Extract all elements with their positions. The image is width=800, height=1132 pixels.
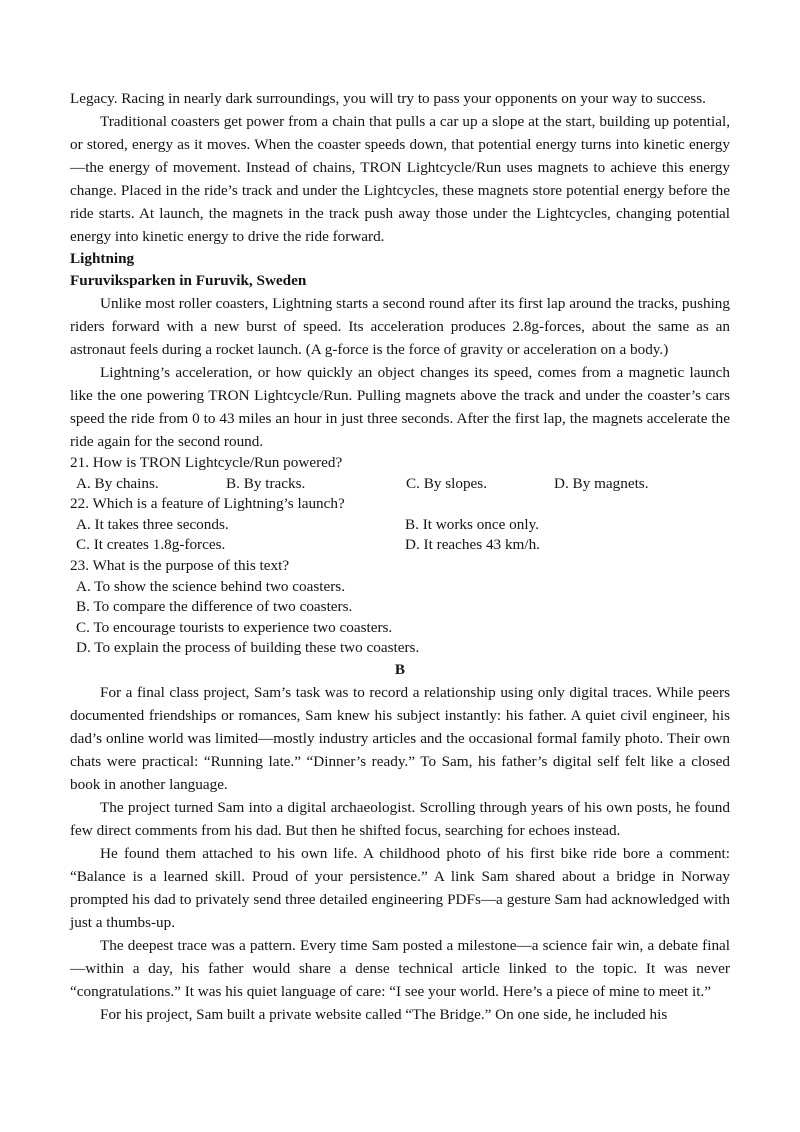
option-b[interactable]: B. It works once only.	[405, 515, 539, 533]
passage-paragraph: The deepest trace was a pattern. Every time Sam posted a milestone—a science fair win, a debate final—within a day, his father would share a dense technical article linked to the topic. It was never “congratulations.” It was his quiet language of care: “I see your world. Here’s a piece of mine to meet it.”	[70, 936, 730, 1000]
passage-paragraph: Unlike most roller coasters, Lightning starts a second round after its first lap around the tracks, pushing riders forward with a new burst of speed. Its acceleration produces 2.8g-forces, about the same as an astronaut feels during a rocket launch. (A g-force is the force of gravity or acceleration on a body.)	[70, 295, 730, 358]
coaster-title: Lightning	[70, 250, 135, 267]
question-22-options	[70, 515, 730, 536]
option-d[interactable]: D. It reaches 43 km/h.	[405, 536, 540, 554]
option-d[interactable]: D. To explain the process of building these two coasters.	[76, 639, 420, 657]
option-c[interactable]: C. It creates 1.8g-forces.	[76, 536, 226, 554]
question-23-stem: 23. What is the purpose of this text?	[70, 556, 290, 574]
passage-paragraph: Legacy. Racing in nearly dark surroundings, you will try to pass your opponents on your way to success.	[70, 90, 706, 107]
option-c[interactable]: C. By slopes.	[406, 474, 488, 492]
option-b[interactable]: B. To compare the difference of two coasters.	[76, 598, 353, 616]
passage-paragraph: For his project, Sam built a private website called “The Bridge.” On one side, he included his	[100, 1005, 668, 1023]
option-a[interactable]: A. By chains.	[76, 474, 159, 492]
question-22-stem: 22. Which is a feature of Lightning’s launch?	[70, 495, 345, 513]
option-b[interactable]: B. By tracks.	[226, 474, 306, 492]
question-21-stem: 21. How is TRON Lightcycle/Run powered?	[70, 454, 343, 471]
coaster-location: Furuviksparken in Furuvik, Sweden	[70, 272, 307, 289]
passage-paragraph: For a final class project, Sam’s task was to record a relationship using only digital traces. While peers documented friendships or romances, Sam knew his subject instantly: his father. A quiet civil engineer, his dad’s online world was limited—mostly industry articles and the occasional formal family photo. Their own chats were practical: “Running late.” “Dinner’s ready.” To Sam, his father’s digital self felt like a closed book in another language.	[70, 683, 730, 793]
section-b-label: B	[394, 660, 406, 678]
option-c[interactable]: C. To encourage tourists to experience two coasters.	[76, 618, 393, 636]
option-a[interactable]: A. To show the science behind two coasters.	[76, 577, 346, 595]
passage-paragraph: Lightning’s acceleration, or how quickly an object changes its speed, comes from a magnetic launch like the one powering TRON Lightcycle/Run. Pulling magnets above the track and under the coaster’s cars speed the ride from 0 to 43 miles an hour in just three seconds. After the first lap, the magnets accelerate the ride again for the second round.	[70, 364, 730, 450]
question-21-options	[70, 474, 730, 495]
passage-paragraph: He found them attached to his own life. A childhood photo of his first bike ride bore a comment: “Balance is a learned skill. Proud of your persistence.” A link Sam shared about a bridge in Norway prompted his dad to privately send three detailed engineering PDFs—a gesture Sam had acknowledged with just a thumbs-up.	[70, 844, 730, 931]
passage-paragraph: Traditional coasters get power from a chain that pulls a car up a slope at the start, building up potential, or stored, energy as it moves. When the coaster speeds down, that potential energy turns into kinetic energy—the energy of movement. Instead of chains, TRON Lightcycle/Run uses magnets to achieve this energy change. Placed in the ride’s track and under the Lightcycles, these magnets store potential energy before the ride starts. At launch, the magnets in the track push away those under the Lightcycles, changing potential energy into kinetic energy to drive the ride forward.	[70, 113, 730, 245]
passage-paragraph: The project turned Sam into a digital archaeologist. Scrolling through years of his own posts, he found few direct comments from his dad. But then he shifted focus, searching for echoes instead.	[70, 798, 730, 839]
option-a[interactable]: A. It takes three seconds.	[76, 515, 229, 533]
option-d[interactable]: D. By magnets.	[554, 474, 649, 492]
question-22-options	[70, 535, 730, 556]
reading-passage	[70, 87, 730, 1026]
